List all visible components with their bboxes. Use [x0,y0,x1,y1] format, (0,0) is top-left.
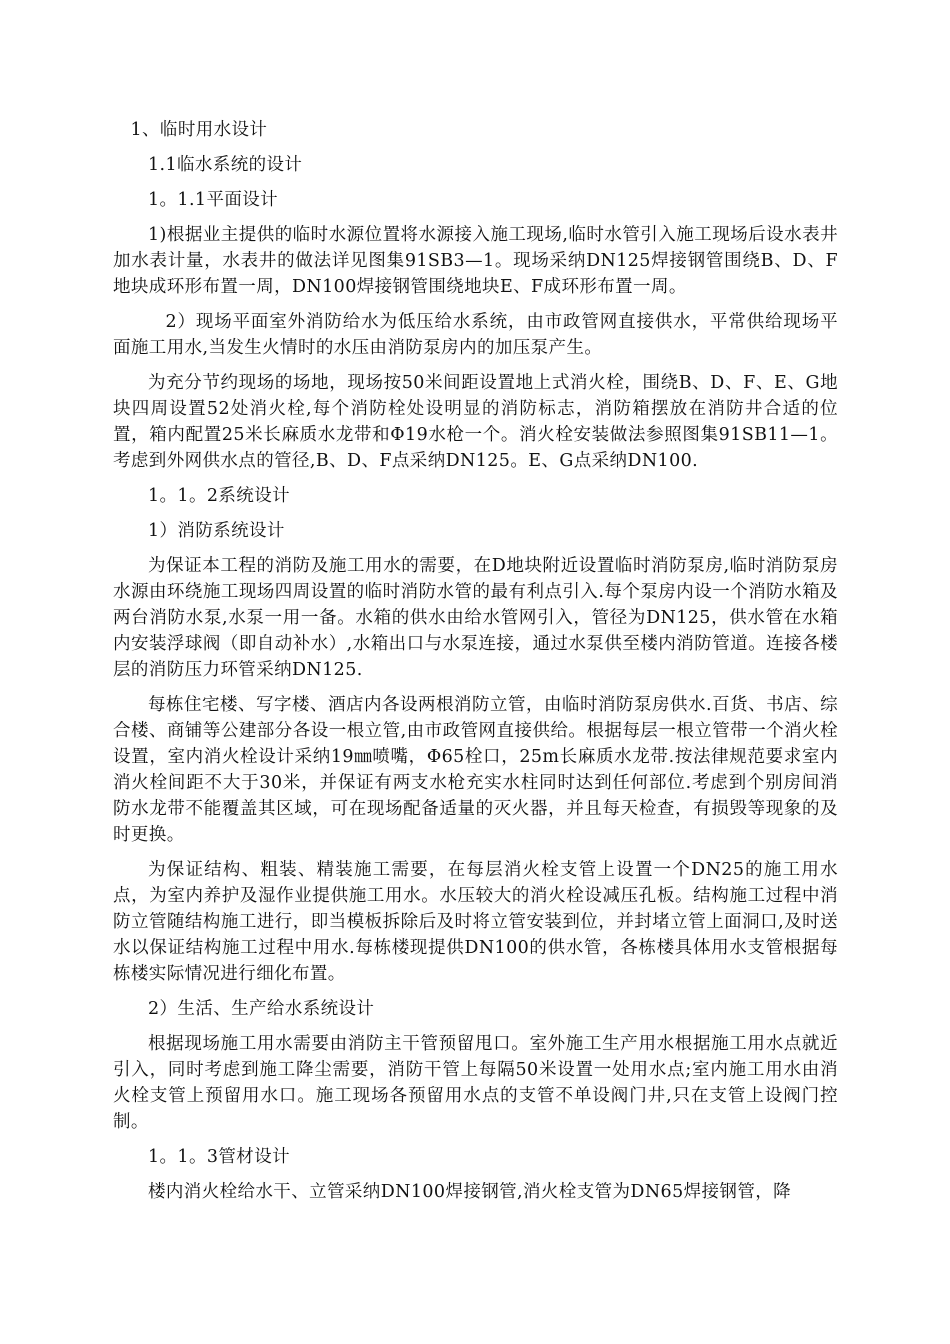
heading-system-design: 1。1。2系统设计 [148,486,291,506]
heading-plan-design: 1。1.1平面设计 [148,190,279,210]
heading-fire-system-design: 1）消防系统设计 [148,521,285,541]
paragraph-pipe-materials: 楼内消火栓给水干、立管采纳DN100焊接钢管,消火栓支管为DN65焊接钢管，降 [148,1182,792,1202]
paragraph-fire-hydrants: 为充分节约现场的场地，现场按50米间距设置地上式消火栓，围绕B、D、F、E、G地块四周设置52处消火栓,每个消防栓处设明显的消防标志，消防箱摆放在消防井合适的位置，箱内配置25米长麻质水龙带和Φ19水枪一个。消火栓安装做法参照图集91SB11—1。 考虑到外网供水点的管径,B、D、F点采纳DN125。E、G点采纳DN100. [113,373,838,471]
paragraph-water-source: 1)根据业主提供的临时水源位置将水源接入施工现场,临时水管引入施工现场后设水表井加水表计量，水表井的做法详见图集91SB3—1。现场采纳DN125焊接钢管围绕B、D、F地块成环形布置一周，DN100焊接钢管围绕地块E、F成环形布置一周。 [113,225,838,297]
heading-water-system-design: 1.1临水系统的设计 [148,155,303,175]
document-body [113,117,838,1214]
paragraph-production-water: 根据现场施工用水需要由消防主干管预留甩口。室外施工生产用水根据施工用水点就近引入，同时考虑到施工降尘需要，消防干管上每隔50米设置一处用水点;室内施工用水由消火栓支管上预留用水口。施工现场各预留用水点的支管不单设阀门井,只在支管上设阀门控制。 [113,1034,838,1132]
paragraph-outdoor-fire-water: 2）现场平面室外消防给水为低压给水系统，由市政管网直接供水，平常供给现场平面施工用水,当发生火情时的水压由消防泵房内的加压泵产生。 [113,312,838,358]
heading-domestic-production-water: 2）生活、生产给水系统设计 [148,999,375,1019]
heading-pipe-material-design: 1。1。3管材设计 [148,1147,291,1167]
paragraph-construction-water-points: 为保证结构、粗装、精装施工需要，在每层消火栓支管上设置一个DN25的施工用水点，为室内养护及湿作业提供施工用水。水压较大的消火栓设减压孔板。结构施工过程中消防立管随结构施工进行，即当模板拆除后及时将立管安装到位，并封堵立管上面洞口,及时送水以保证结构施工过程中用水.每栋楼现提供DN100的供水管，各栋楼具体用水支管根据每栋楼实际情况进行细化布置。 [113,860,838,984]
paragraph-fire-pump-room: 为保证本工程的消防及施工用水的需要，在D地块附近设置临时消防泵房,临时消防泵房水源由环绕施工现场四周设置的临时消防水管的最有利点引入.每个泵房内设一个消防水箱及两台消防水泵,水泵一用一备。水箱的供水由给水管网引入，管径为DN125，供水管在水箱内安装浮球阀（即自动补水）,水箱出口与水泵连接，通过水泵供至楼内消防管道。连接各楼层的消防压力环管采纳DN125. [113,556,838,680]
paragraph-fire-standpipes: 每栋住宅楼、写字楼、酒店内各设两根消防立管，由临时消防泵房供水.百货、书店、综合楼、商铺等公建部分各设一根立管,由市政管网直接供给。根据每层一根立管带一个消火栓设置，室内消火栓设计采纳19㎜喷嘴，Φ65栓口，25m长麻质水龙带.按法律规范要求室内消火栓间距不大于30米，并保证有两支水枪充实水柱同时达到任何部位.考虑到个别房间消防水龙带不能覆盖其区域，可在现场配备适量的灭火器，并且每天检查，有损毁等现象的及时更换。 [113,695,838,845]
heading-temporary-water-design: 1、临时用水设计 [130,120,268,140]
